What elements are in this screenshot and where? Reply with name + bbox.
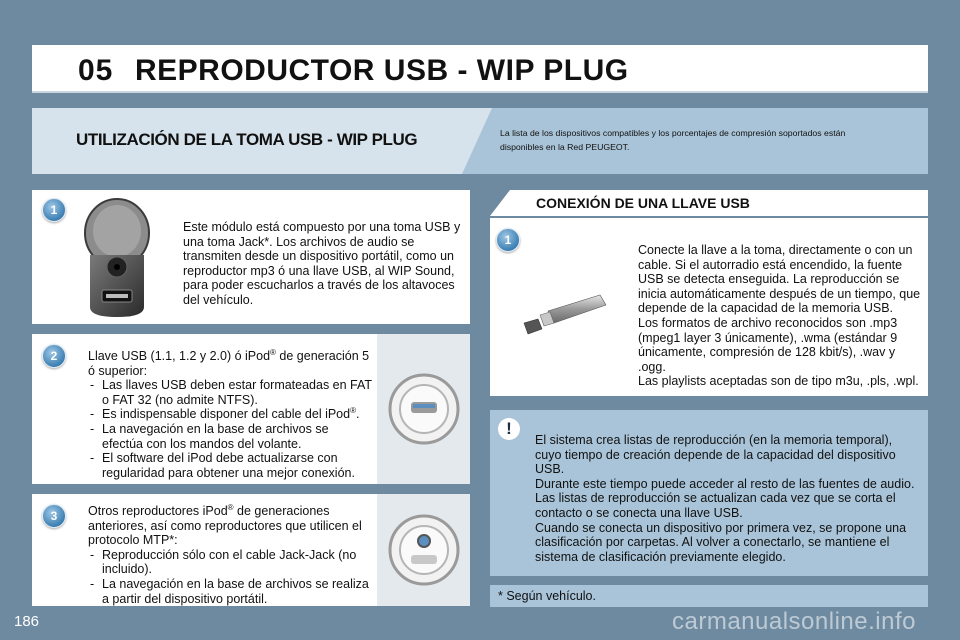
- other-players-section: [32, 494, 470, 606]
- usb-module-section: [32, 190, 470, 324]
- usb-ipod-intro: Llave USB (1.1, 1.2 y 2.0) ó iPod® de generación 5 ó superior:: [88, 347, 370, 378]
- compatibility-note: La lista de los dispositivos compatibles y los porcentajes de compresión soportados están disponibles en la Red PEUGEOT.: [500, 128, 846, 152]
- connection-paragraph-3: Las playlists aceptadas son de tipo m3u, .pls, .wpl.: [638, 374, 919, 389]
- list-item: - La navegación en la base de archivos se efectúa con los mandos del volante.: [88, 422, 372, 451]
- step-badge-connect: 1: [496, 228, 520, 252]
- connection-paragraph-1: Conecte la llave a la toma, directamente o con un cable. Si el autorradio está encendido, la fuente USB se detecta enseguida. La reproducción se inicia automáticamente después de un tiempo, que depende de la capacidad de la memoria USB.: [638, 243, 921, 316]
- warning-paragraph-2: Durante este tiempo puede acceder al resto de las fuentes de audio. Las listas de reproducción se actualizan cada vez que se corta el contacto o se conecta una llave USB.: [535, 476, 915, 520]
- list-item: - La navegación en la base de archivos se realiza a partir del dispositivo portátil.: [88, 577, 372, 606]
- watermark: carmanualsonline.info: [672, 608, 916, 635]
- header-bar: [32, 45, 928, 93]
- step-badge-1: 1: [42, 198, 66, 222]
- chapter-number: 05: [78, 54, 114, 87]
- connection-title: CONEXIÓN DE UNA LLAVE USB: [536, 195, 750, 211]
- page-number: 186: [14, 613, 40, 630]
- other-players-intro: Otros reproductores iPod® de generaciones anteriores, así como reproductores que utilicen el protocolo MTP*:: [88, 502, 362, 548]
- other-players-list: [88, 548, 372, 606]
- step-badge-3: 3: [42, 504, 66, 528]
- warning-section: [490, 410, 928, 576]
- usb-ipod-text: [88, 349, 372, 480]
- section-heading: UTILIZACIÓN DE LA TOMA USB - WIP PLUG: [76, 130, 418, 149]
- usb-connection-section: [490, 218, 928, 396]
- usb-ipod-list: [88, 378, 372, 480]
- usb-key-illustration: [520, 283, 610, 343]
- usb-jack-module-illustration: [82, 195, 152, 320]
- step-badge-2: 2: [42, 344, 66, 368]
- warning-paragraph-1: El sistema crea listas de reproducción (en la memoria temporal), cuyo tiempo de creación depende de la capacidad del dispositivo USB.: [535, 433, 896, 477]
- footnote-text: * Según vehículo.: [498, 589, 596, 603]
- jack-socket-illustration: [387, 513, 461, 587]
- warning-text: [535, 433, 921, 564]
- subheader-strip: [32, 108, 928, 174]
- warning-paragraph-3: Cuando se conecta un dispositivo por primera vez, se propone una clasificación por carpetas. Al volver a conectarlo, se mantiene el sistema de clasificación previamente elegido.: [535, 520, 907, 564]
- warning-icon: !: [498, 418, 520, 440]
- list-item: - Las llaves USB deben estar formateadas en FAT o FAT 32 (no admite NTFS).: [88, 378, 372, 407]
- module-description: Este módulo está compuesto por una toma USB y una toma Jack*. Los archivos de audio se transmiten desde un dispositivo portátil, como un reproductor mp3 ó una llave USB, al WIP Sound, para poder escucharlos a través de los altavoces del vehículo.: [183, 220, 461, 307]
- usb-socket-illustration: [387, 372, 461, 446]
- page-title: REPRODUCTOR USB - WIP PLUG: [135, 54, 629, 87]
- connection-title-bar: [490, 190, 928, 216]
- other-players-text: [88, 504, 372, 606]
- connection-paragraph-2: Los formatos de archivo reconocidos son .mp3 (mpeg1 layer 3 únicamente), .wma (estándar 9 únicamente, compresión de 128 kbit/s), .wav y .ogg.: [638, 315, 898, 374]
- connection-text: [638, 243, 924, 389]
- list-item: - Reproducción sólo con el cable Jack-Jack (no incluido).: [88, 548, 372, 577]
- list-item: - Es indispensable disponer del cable del iPod®.: [88, 407, 372, 422]
- list-item: - El software del iPod debe actualizarse con regularidad para obtener una mejor conexión.: [88, 451, 372, 480]
- usb-ipod-section: [32, 334, 470, 484]
- footnote-bar: [490, 585, 928, 607]
